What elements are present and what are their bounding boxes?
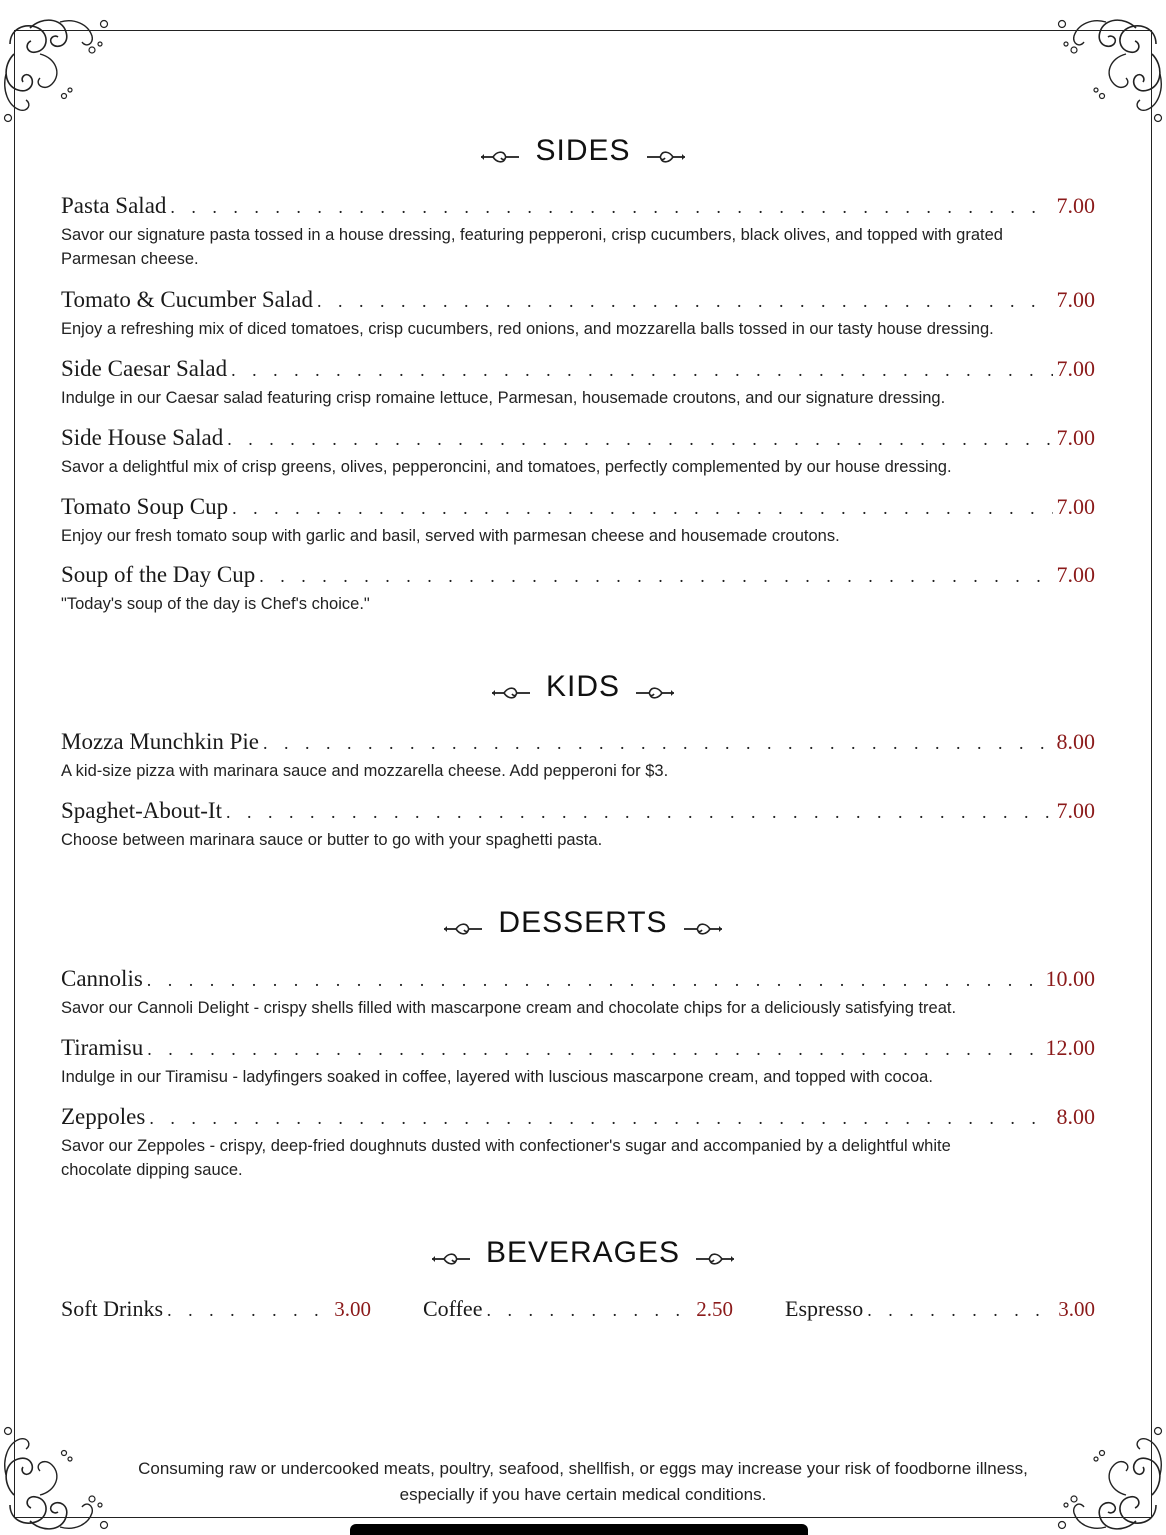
item-name: Tomato Soup Cup	[61, 494, 229, 519]
beverage-item	[61, 1296, 371, 1322]
item-price: 7.00	[1056, 494, 1095, 519]
section-title: SIDES	[535, 134, 631, 167]
beverage-item	[423, 1296, 733, 1322]
allergen-disclaimer	[0, 1456, 1166, 1508]
flourish-icon	[490, 677, 532, 697]
dot-leader	[147, 970, 1042, 991]
item-price: 8.00	[1056, 1104, 1095, 1129]
item-name: Soft Drinks	[61, 1296, 164, 1321]
section-heading-desserts	[0, 906, 1166, 940]
item-price: 7.00	[1056, 356, 1095, 381]
dot-leader	[867, 1300, 1054, 1321]
item-description: Indulge in our Tiramisu - ladyfingers soaked in coffee, layered with luscious mascarpone cream, and topped with cocoa.	[61, 1068, 933, 1086]
section-title: DESSERTS	[498, 906, 668, 939]
flourish-icon	[634, 677, 676, 697]
beverage-row	[61, 1292, 1095, 1326]
flourish-icon	[694, 1243, 736, 1263]
item-description: Savor a delightful mix of crisp greens, olives, pepperoncini, and tomatoes, perfectly complemented by our house dressing.	[61, 458, 952, 476]
item-name: Mozza Munchkin Pie	[61, 729, 260, 754]
item-description: Enjoy a refreshing mix of diced tomatoes, crisp cucumbers, red onions, and mozzarella balls tossed in our tasty house dressing.	[61, 320, 994, 338]
item-name: Coffee	[423, 1296, 483, 1321]
menu-item	[61, 356, 1095, 410]
dot-leader	[226, 802, 1053, 823]
dot-leader	[263, 733, 1052, 754]
item-price: 7.00	[1056, 798, 1095, 823]
item-name: Espresso	[785, 1296, 864, 1321]
home-indicator[interactable]	[350, 1524, 808, 1535]
item-price: 3.00	[334, 1297, 371, 1321]
dot-leader	[170, 197, 1052, 218]
dot-leader	[147, 1039, 1041, 1060]
item-price: 7.00	[1056, 193, 1095, 218]
item-name: Cannolis	[61, 966, 143, 991]
item-name: Pasta Salad	[61, 193, 167, 218]
disclaimer-line: especially if you have certain medical conditions.	[399, 1485, 767, 1504]
flourish-icon	[645, 141, 687, 161]
item-price: 3.00	[1058, 1297, 1095, 1321]
item-price: 7.00	[1056, 425, 1095, 450]
item-name: Tiramisu	[61, 1035, 144, 1060]
item-description: Savor our signature pasta tossed in a house dressing, featuring pepperoni, crisp cucumbers, black olives, and topped with grated Parmesan cheese.	[61, 226, 1003, 268]
item-description: Enjoy our fresh tomato soup with garlic and basil, served with parmesan cheese and housemade croutons.	[61, 527, 840, 545]
section-title: BEVERAGES	[485, 1236, 681, 1269]
item-name: Side Caesar Salad	[61, 356, 228, 381]
flourish-icon	[430, 1243, 472, 1263]
menu-item	[61, 729, 1095, 783]
menu-item	[61, 798, 1095, 852]
flourish-icon	[682, 913, 724, 933]
item-description: Savor our Zeppoles - crispy, deep-fried doughnuts dusted with confectioner's sugar and accompanied by a delightful white chocolate dipping sauce.	[61, 1137, 951, 1179]
menu-item	[61, 494, 1095, 548]
menu-item	[61, 287, 1095, 341]
flourish-icon	[479, 141, 521, 161]
item-price: 7.00	[1056, 562, 1095, 587]
disclaimer-line: Consuming raw or undercooked meats, poultry, seafood, shellfish, or eggs may increase your risk of foodborne illness,	[138, 1459, 1028, 1478]
item-description: A kid-size pizza with marinara sauce and mozzarella cheese. Add pepperoni for $3.	[61, 762, 669, 780]
dot-leader	[167, 1300, 330, 1321]
item-price: 12.00	[1045, 1035, 1095, 1060]
item-name: Zeppoles	[61, 1104, 146, 1129]
item-name: Spaghet-About-It	[61, 798, 222, 823]
dot-leader	[259, 566, 1052, 587]
item-name: Soup of the Day Cup	[61, 562, 256, 587]
dot-leader	[227, 429, 1052, 450]
section-heading-kids	[0, 670, 1166, 704]
dot-leader	[317, 291, 1053, 312]
menu-item	[61, 425, 1095, 479]
dot-leader	[149, 1108, 1052, 1129]
item-description: Indulge in our Caesar salad featuring crisp romaine lettuce, Parmesan, housemade croutons, and our signature dressing.	[61, 389, 946, 407]
item-description: "Today's soup of the day is Chef's choice."	[61, 595, 370, 613]
menu-item	[61, 1035, 1095, 1089]
section-heading-sides	[0, 134, 1166, 168]
dot-leader	[231, 360, 1052, 381]
swirl-ornament-icon	[1056, 14, 1166, 124]
item-price: 7.00	[1056, 287, 1095, 312]
item-price: 8.00	[1056, 729, 1095, 754]
dot-leader	[232, 498, 1052, 519]
item-description: Choose between marinara sauce or butter to go with your spaghetti pasta.	[61, 831, 603, 849]
item-description: Savor our Cannoli Delight - crispy shells filled with mascarpone cream and chocolate chips for a deliciously satisfying treat.	[61, 999, 957, 1017]
section-heading-beverages	[0, 1236, 1166, 1270]
swirl-ornament-icon	[0, 14, 110, 124]
menu-item	[61, 562, 1095, 616]
section-title: KIDS	[545, 670, 621, 703]
item-name: Side House Salad	[61, 425, 224, 450]
dot-leader	[486, 1300, 692, 1321]
menu-item	[61, 193, 1095, 271]
item-price: 10.00	[1045, 966, 1095, 991]
item-price: 2.50	[696, 1297, 733, 1321]
item-name: Tomato & Cucumber Salad	[61, 287, 313, 312]
menu-item	[61, 966, 1095, 1020]
menu-item	[61, 1104, 1095, 1182]
beverage-item	[785, 1296, 1095, 1322]
flourish-icon	[442, 913, 484, 933]
